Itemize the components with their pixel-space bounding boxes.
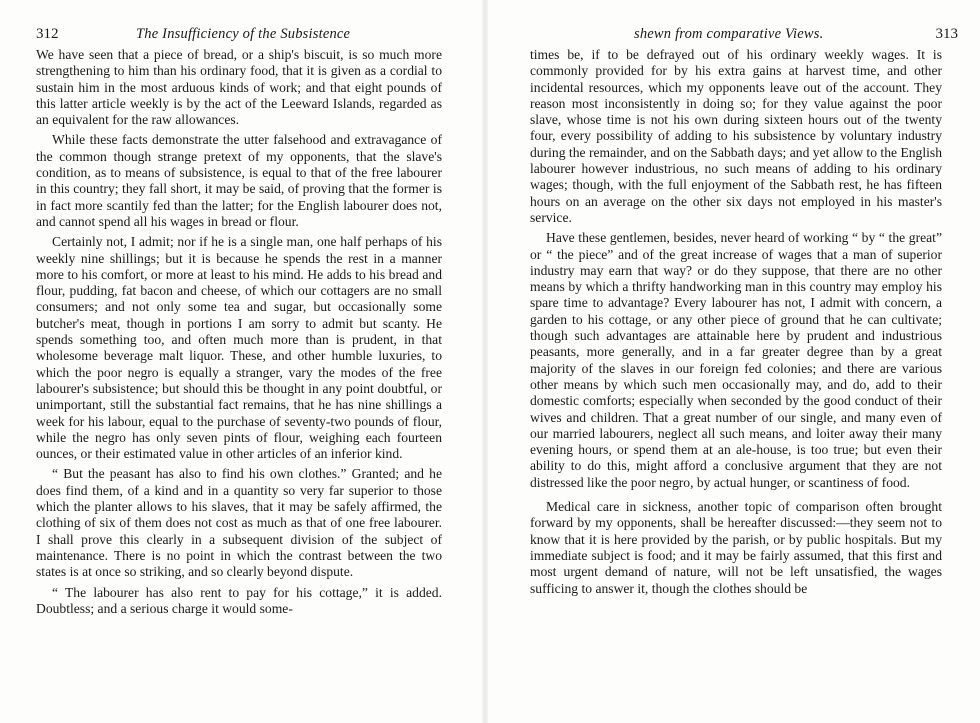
left-page-header [36,24,446,44]
left-page [0,0,478,723]
paragraph: “ But the peasant has also to find his own clothes.” Granted; and he does find them, of a kind and in a quantity so very far superior to those which the planter allows to his slaves, that it may be safely affirmed, the clothing of six of them does not cost as much as that of one free labourer. I shall prove this clearly in a subsequent division of the subject of maintenance. There is no point in which the contrast between the two states is at once so striking, and so clearly beyond dispute. [36,466,442,580]
left-page-body [36,47,442,617]
paragraph: Have these gentlemen, besides, never heard of working “ by “ the great” or “ the piece” and of the great increase of wages that a man of superior industry may earn that way? or do they suppose, that there are no other means by which a thrifty handworking man in this country may employ his spare time to advantage? Every labourer has not, I admit with concern, a garden to his cottage, or any other piece of ground that he can cultivate; though such advantages are attainable here by prudent and industrious peasants, more generally, and in a far greater degree than by a great majority of the slaves in our foreign fed colonies; and there are various other means by which such men occasionally may, and do, add to their domestic comforts; especially when seconded by the good conduct of their wives and children. That a great number of our single, and many even of our married labourers, neglect all such means, and loiter away their many evening hours, or spend them at an ale-house, is too true; but even their ability to do this, might afford a conclusive argument that they are not distressed like the poor negro, by actual hunger, or scantiness of food. [530,230,942,490]
paragraph: Certainly not, I admit; nor if he is a single man, one half perhaps of his weekly nine shillings; but it is because he spends the rest in a manner more to his comfort, or more at least to his mind. He adds to his bread and flour, pudding, fat bacon and cheese, of which our cottagers are no small consumers; and not only some tea and sugar, but occasionally some butcher's meat, though in portions I am sorry to admit but scanty. He spends something too, and often much more than is prudent, in that wholesome beverage malt liquor. These, and other humble luxuries, to which the poor negro is equally a stranger, vary the modes of the free labourer's subsistence; but should this be thought in any point doubtful, or unimportant, still the substantial fact remains, that he has nine shillings a week for his labour, equal to the purchase of seventy-two pounds of flour, while the negro has only seven pints of flour, weighing each fourteen ounces, or their estimated value in other articles of an inferior kind. [36,234,442,462]
paragraph: “ The labourer has also rent to pay for his cottage,” it is added. Doubtless; and a serious charge it would some- [36,584,442,616]
book-gutter [482,0,488,723]
right-page-body [530,47,942,597]
right-running-head: shewn from comparative Views. [634,26,824,42]
paragraph: times be, if to be defrayed out of his ordinary weekly wages. It is commonly provided for by his extra gains at harvest time, and other incidental resources, which my opponents leave out of the account. They reason most inconsistently in doing so; for they value against the poor slave, whose time is not his own during sixteen hours out of the twenty four, every possibility of adding to his subsistence by voluntary industry during the remainder, and on the Sabbath days; and yet allow to the English labourer however industrious, no such means of adding to his ordinary wages; though, with the full enjoyment of the Sabbath rest, he has fifteen hours on an average on the other six days not employed in his master's service. [530,47,942,225]
right-page-number: 313 [935,26,958,42]
left-page-number: 312 [36,26,59,42]
right-page [490,0,980,723]
left-running-head: The Insufficiency of the Subsistence [136,26,351,42]
paragraph: Medical care in sickness, another topic of comparison often brought forward by my opponents, shall be hereafter discussed:—they seem not to know that it is here provided by the parish, or by public hospitals. But my immediate subject is food; and it may be fairly assumed, that this first and most urgent demand of nature, will not be left unsatisfied, the wages sufficing to answer it, though the clothes should be [530,499,942,596]
paragraph: We have seen that a piece of bread, or a ship's biscuit, is so much more strengthening to him than his ordinary food, that it is given as a cordial to sustain him in the most arduous kinds of work; and that eight pounds of this latter article weekly is by the act of the Leeward Islands, regarded as an equivalent for the raw allowances. [36,47,442,128]
paragraph: While these facts demonstrate the utter falsehood and extravagance of the common though strange pretext of my opponents, that the slave's condition, as to means of subsistence, is equal to that of the free labourer in this country; they fall short, it may be said, of proving that the former is in fact more scantily fed than the latter; for the English labourer does not, and cannot spend all his wages in bread or flour. [36,132,442,229]
right-page-header [516,24,958,44]
